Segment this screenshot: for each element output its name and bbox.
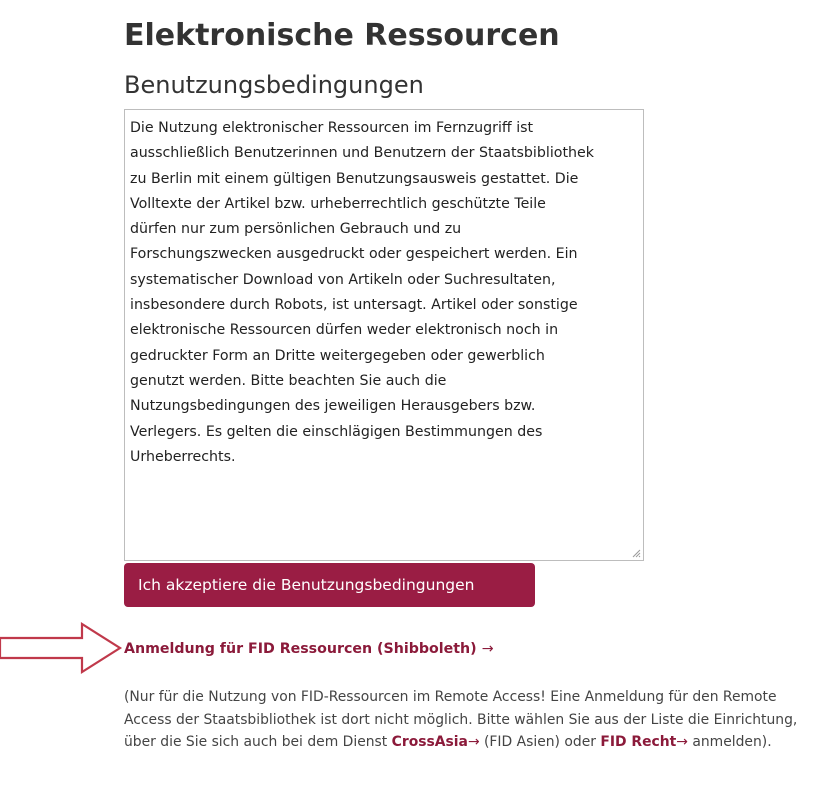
- fid-shibboleth-link[interactable]: [124, 638, 493, 660]
- fid-link-label: Anmeldung für FID Ressourcen (Shibboleth): [124, 641, 477, 657]
- terms-text: Die Nutzung elektronischer Ressourcen im Fernzugriff ist ausschließlich Benutzerinnen und Benutzern der Staatsbibliothek zu Berlin mit einem gültigen Benutzungsausweis gestattet. Die Volltexte der Artikel bzw. urheberrechtlich geschützte Teile dürfen nur zum persönlichen Gebrauch und zu Forschungszwecken ausgedruckt oder gespeichert werden. Ein systematischer Download von Artikeln oder Suchresultaten, insbesondere durch Robots, ist untersagt. Artikel oder sonstige elektronische Ressourcen dürfen weder elektronisch noch in gedruckter Form an Dritte weitergegeben oder gewerblich genutzt werden. Bitte beachten Sie auch die Nutzungsbedingungen des jeweiligen Herausgebers bzw. Verlegers. Es gelten die einschlägigen Bestimmungen des Urheberrechts.: [130, 120, 594, 465]
- arrow-right-icon: →: [676, 734, 688, 750]
- arrow-right-icon: →: [467, 734, 480, 750]
- note-text-2: (FID Asien) oder: [479, 734, 601, 750]
- right-arrow-outline-icon: [0, 622, 124, 674]
- terms-textarea[interactable]: [124, 109, 644, 561]
- resize-grip-icon[interactable]: [631, 548, 641, 558]
- crossasia-link-label: CrossAsia: [391, 734, 468, 750]
- accept-terms-button[interactable]: Ich akzeptiere die Benutzungsbedingungen: [124, 563, 535, 607]
- note-text-3: anmelden).: [687, 734, 772, 750]
- page-title: Elektronische Ressourcen: [124, 18, 560, 53]
- fid-note: [124, 686, 824, 754]
- note-text-1: (Nur für die Nutzung von FID-Ressourcen im Remote Access! Eine Anmeldung für den Remote Access der Staatsbibliothek ist dort nicht möglich. Bitte wählen Sie aus der Liste die Einrichtung, über die Sie sich auch bei dem Dienst: [124, 689, 798, 750]
- fid-recht-link[interactable]: [600, 734, 676, 750]
- crossasia-link[interactable]: [392, 734, 468, 750]
- arrow-right-icon: →: [481, 641, 494, 657]
- section-title: Benutzungsbedingungen: [124, 71, 424, 99]
- fid-recht-link-label: FID Recht: [600, 734, 677, 750]
